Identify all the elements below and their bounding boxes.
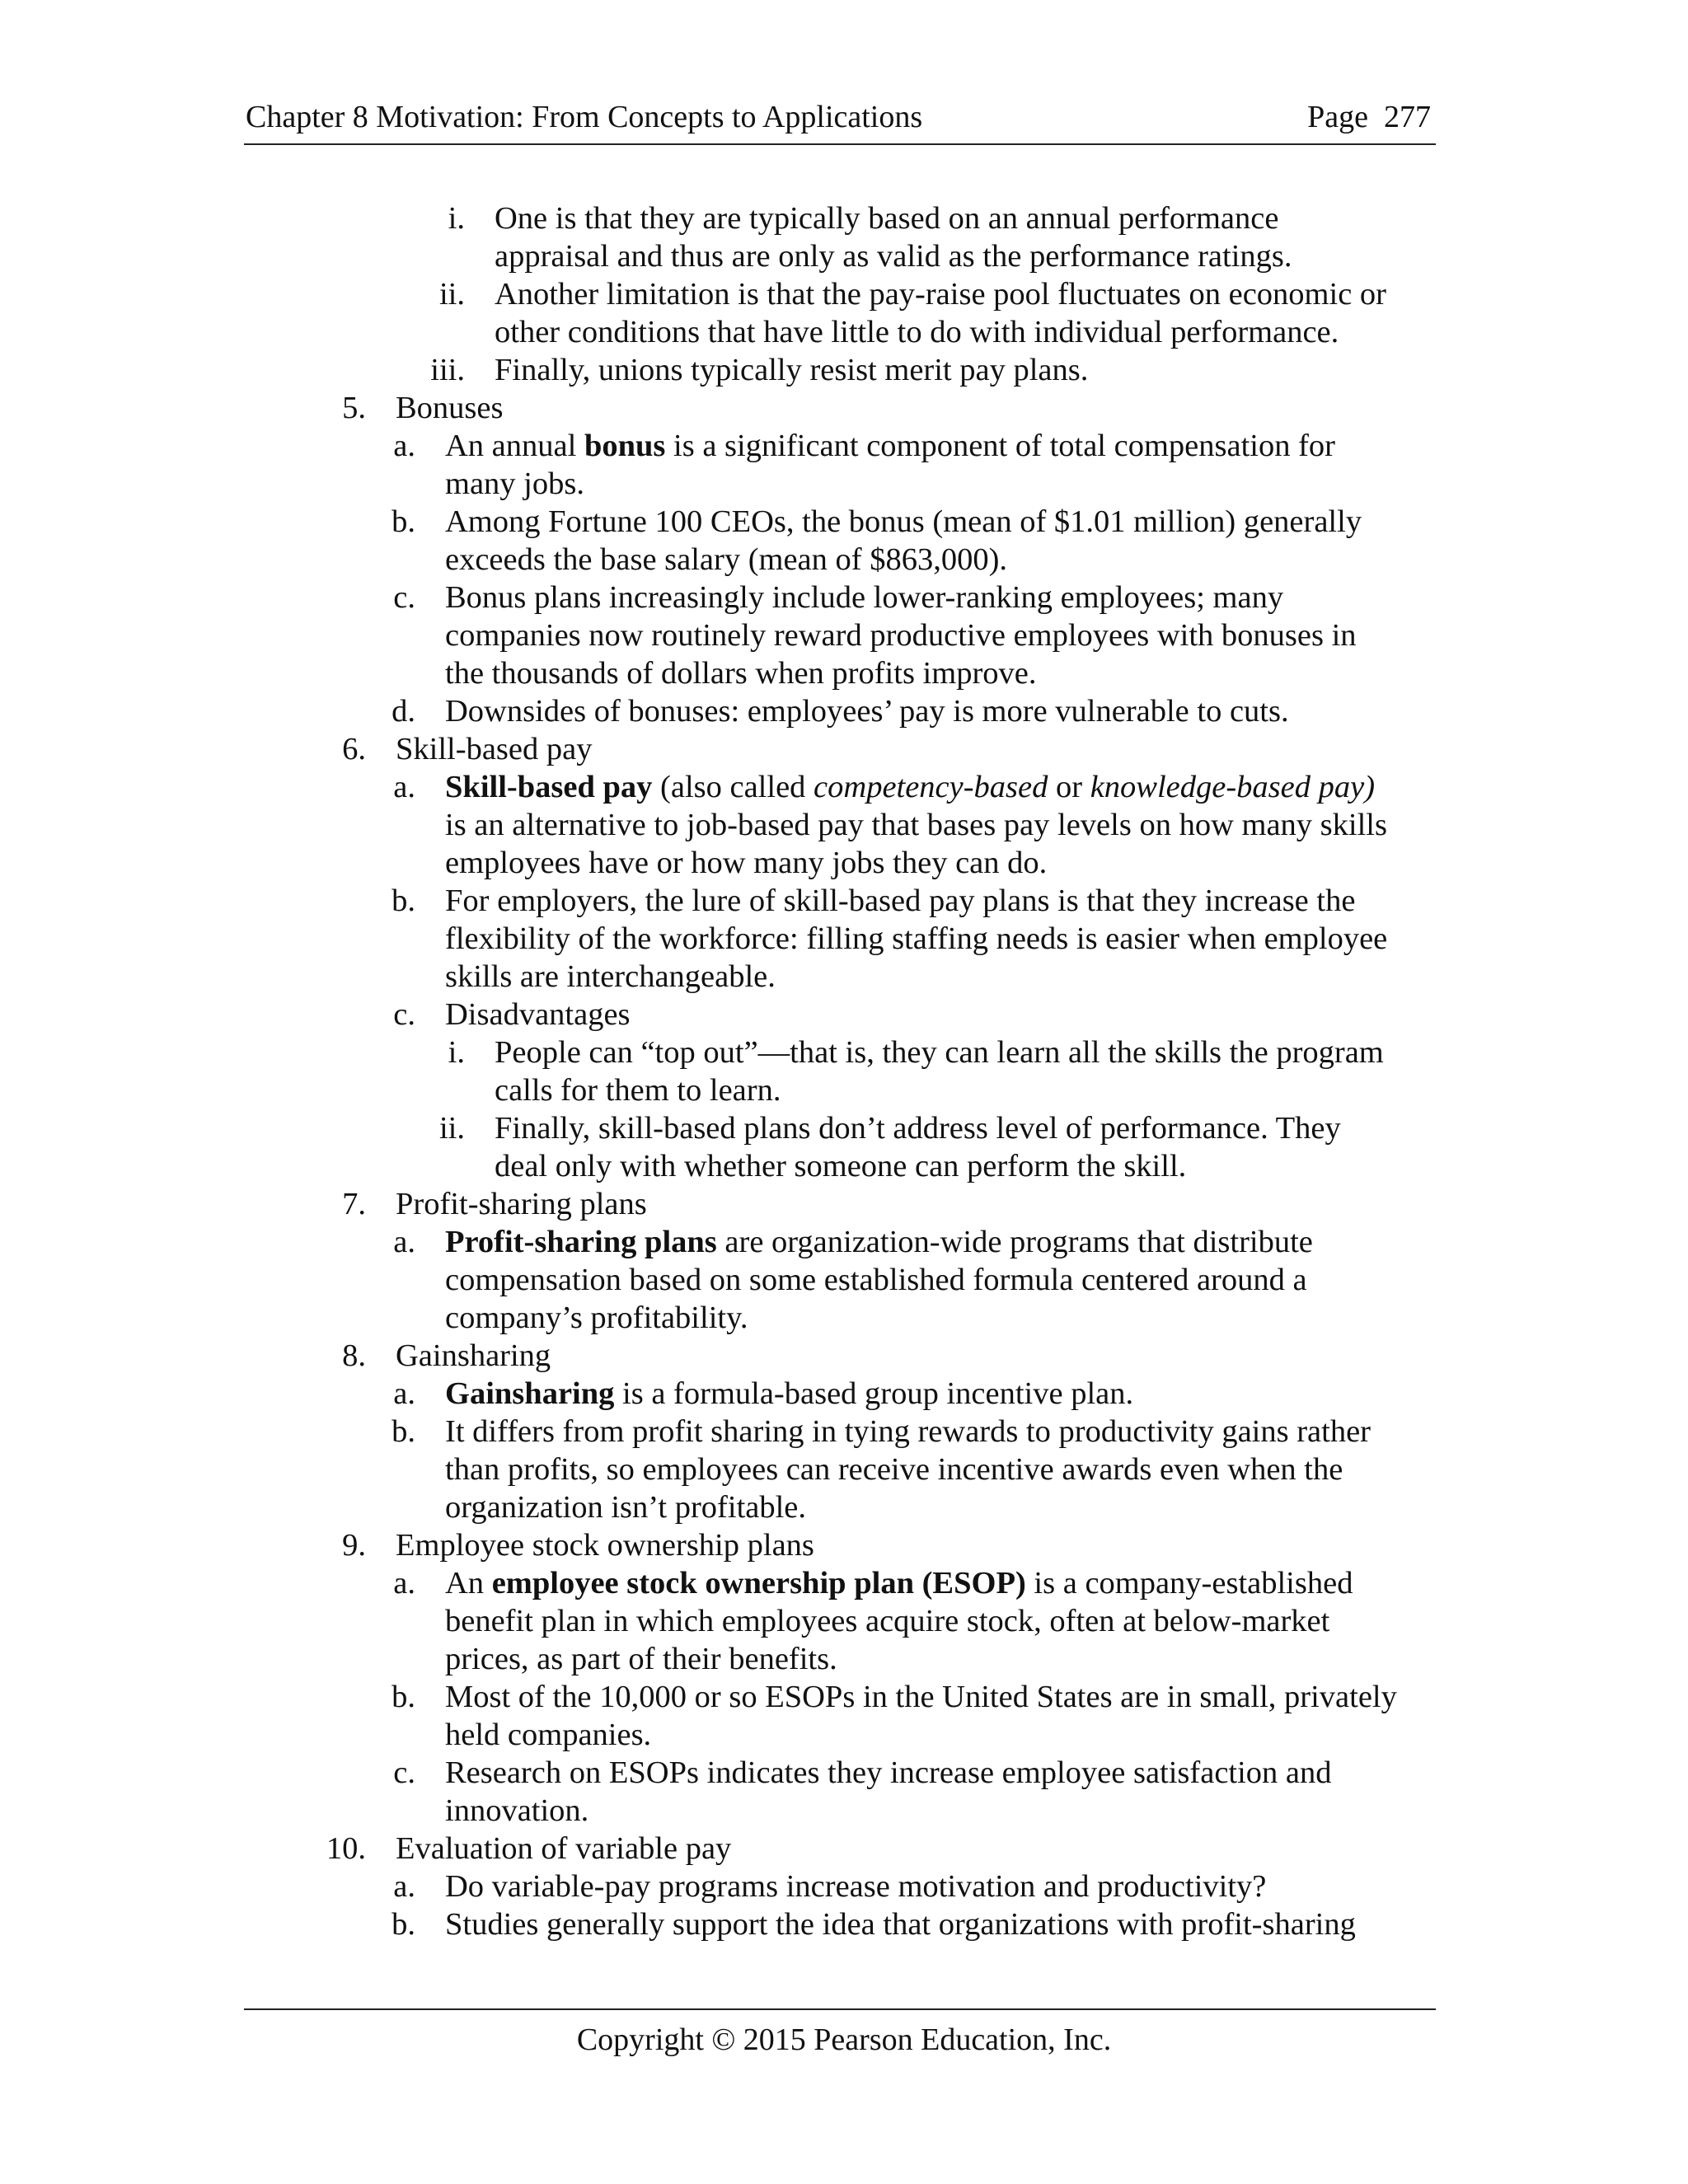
text-run: An annual xyxy=(445,429,584,463)
text-run: An xyxy=(445,1566,492,1601)
text-run: is a significant component of total compensation for xyxy=(665,429,1335,463)
list-marker: 8. xyxy=(342,1338,366,1373)
list-item-text: People can “top out”—that is, they can learn all the skills the program xyxy=(495,1035,1384,1070)
list-item-text: deal only with whether someone can perform the skill. xyxy=(495,1149,1187,1183)
list-item-text: the thousands of dollars when profits improve. xyxy=(445,656,1037,691)
list-marker: ii. xyxy=(438,277,465,312)
list-item-text: benefit plan in which employees acquire stock, often at below-market xyxy=(445,1604,1330,1638)
list-item-text: Bonus plans increasingly include lower-ranking employees; many xyxy=(445,580,1284,615)
list-item-text: innovation. xyxy=(445,1793,589,1828)
italic-term: knowledge-based pay) xyxy=(1090,770,1376,804)
section-heading: Skill-based pay xyxy=(396,732,593,766)
list-item-text xyxy=(445,768,1375,806)
footer-divider xyxy=(244,2008,1436,2010)
key-term: employee stock ownership plan (ESOP) xyxy=(491,1566,1026,1601)
list-marker: a. xyxy=(393,1225,415,1259)
text-run: (also called xyxy=(652,770,814,804)
section-heading: Evaluation of variable pay xyxy=(396,1831,732,1866)
list-item-text: companies now routinely reward productive employees with bonuses in xyxy=(445,618,1357,653)
italic-term: competency-based xyxy=(814,770,1048,804)
list-item-text: is an alternative to job-based pay that bases pay levels on how many skills xyxy=(445,808,1387,842)
page-number-value: 277 xyxy=(1384,100,1431,134)
list-marker: b. xyxy=(392,1907,415,1942)
list-item-text: Research on ESOPs indicates they increase employee satisfaction and xyxy=(445,1755,1332,1790)
list-item-text: Disadvantages xyxy=(445,997,631,1032)
list-item-text: than profits, so employees can receive incentive awards even when the xyxy=(445,1452,1343,1487)
list-marker: 10. xyxy=(326,1831,366,1866)
list-marker: a. xyxy=(393,1869,415,1904)
page-number xyxy=(1307,99,1431,135)
list-marker: b. xyxy=(392,883,415,918)
list-item-text: Another limitation is that the pay-raise pool fluctuates on economic or xyxy=(495,277,1386,312)
page-label: Page xyxy=(1307,100,1368,134)
list-marker: a. xyxy=(393,1566,415,1601)
list-item-text: organization isn’t profitable. xyxy=(445,1490,807,1525)
list-item-text: employees have or how many jobs they can do. xyxy=(445,846,1048,880)
section-heading: Profit-sharing plans xyxy=(396,1187,647,1221)
list-item-text xyxy=(445,1375,1133,1413)
list-marker: b. xyxy=(392,504,415,539)
list-marker: iii. xyxy=(430,353,465,387)
list-item-text: Do variable-pay programs increase motivation and productivity? xyxy=(445,1869,1267,1904)
section-heading: Employee stock ownership plans xyxy=(396,1528,814,1563)
copyright-footer: Copyright © 2015 Pearson Education, Inc. xyxy=(576,2022,1112,2057)
section-heading: Gainsharing xyxy=(396,1338,551,1373)
list-item-text xyxy=(445,427,1335,465)
list-item-text: exceeds the base salary (mean of $863,000). xyxy=(445,542,1008,577)
list-item-text: appraisal and thus are only as valid as the performance ratings. xyxy=(495,239,1292,274)
list-marker: b. xyxy=(392,1414,415,1449)
text-run: are organization-wide programs that distribute xyxy=(716,1225,1313,1259)
list-item-text: Among Fortune 100 CEOs, the bonus (mean of $1.01 million) generally xyxy=(445,504,1362,539)
list-marker: c. xyxy=(393,997,415,1032)
list-item-text: held companies. xyxy=(445,1718,652,1752)
list-item-text: calls for them to learn. xyxy=(495,1073,781,1108)
list-item-text: It differs from profit sharing in tying rewards to productivity gains rather xyxy=(445,1414,1372,1449)
list-marker: c. xyxy=(393,1755,415,1790)
key-term: Gainsharing xyxy=(445,1376,615,1411)
list-marker: 7. xyxy=(342,1187,366,1221)
list-marker: b. xyxy=(392,1680,415,1714)
list-item-text: Studies generally support the idea that organizations with profit-sharing xyxy=(445,1907,1356,1942)
list-marker: 6. xyxy=(342,732,366,766)
list-item-text: other conditions that have little to do with individual performance. xyxy=(495,315,1339,349)
list-item-text: many jobs. xyxy=(445,466,584,501)
page-header xyxy=(244,94,1436,145)
list-marker: a. xyxy=(393,1376,415,1411)
key-term: Profit-sharing plans xyxy=(445,1225,717,1259)
list-item-text: Most of the 10,000 or so ESOPs in the United States are in small, privately xyxy=(445,1680,1397,1714)
list-item-text: One is that they are typically based on an annual performance xyxy=(495,201,1279,236)
list-marker: 5. xyxy=(342,391,366,425)
key-term: Skill-based pay xyxy=(445,770,653,804)
list-item-text: company’s profitability. xyxy=(445,1301,748,1335)
list-marker: ii. xyxy=(438,1111,465,1146)
key-term: bonus xyxy=(584,429,666,463)
list-marker: i. xyxy=(448,1035,465,1070)
text-run: is a company-established xyxy=(1025,1566,1353,1601)
section-heading: Bonuses xyxy=(396,391,504,425)
list-marker: a. xyxy=(393,429,415,463)
list-item-text: compensation based on some established formula centered around a xyxy=(445,1263,1307,1297)
list-item-text xyxy=(445,1223,1313,1261)
list-marker: d. xyxy=(392,694,415,729)
list-marker: i. xyxy=(448,201,465,236)
list-marker: c. xyxy=(393,580,415,615)
list-item-text xyxy=(445,1564,1353,1602)
chapter-title: Chapter 8 Motivation: From Concepts to Applications xyxy=(246,100,923,134)
list-marker: 9. xyxy=(342,1528,366,1563)
list-item-text: flexibility of the workforce: filling staffing needs is easier when employee xyxy=(445,921,1388,956)
text-run: or xyxy=(1048,770,1090,804)
list-item-text: For employers, the lure of skill-based pay plans is that they increase the xyxy=(445,883,1356,918)
list-item-text: Finally, unions typically resist merit pay plans. xyxy=(495,353,1089,387)
text-run: is a formula-based group incentive plan. xyxy=(614,1376,1134,1411)
list-item-text: prices, as part of their benefits. xyxy=(445,1642,837,1676)
list-item-text: Finally, skill-based plans don’t address level of performance. They xyxy=(495,1111,1341,1146)
list-item-text: skills are interchangeable. xyxy=(445,959,776,994)
list-item-text: Downsides of bonuses: employees’ pay is more vulnerable to cuts. xyxy=(445,694,1289,729)
list-marker: a. xyxy=(393,770,415,804)
